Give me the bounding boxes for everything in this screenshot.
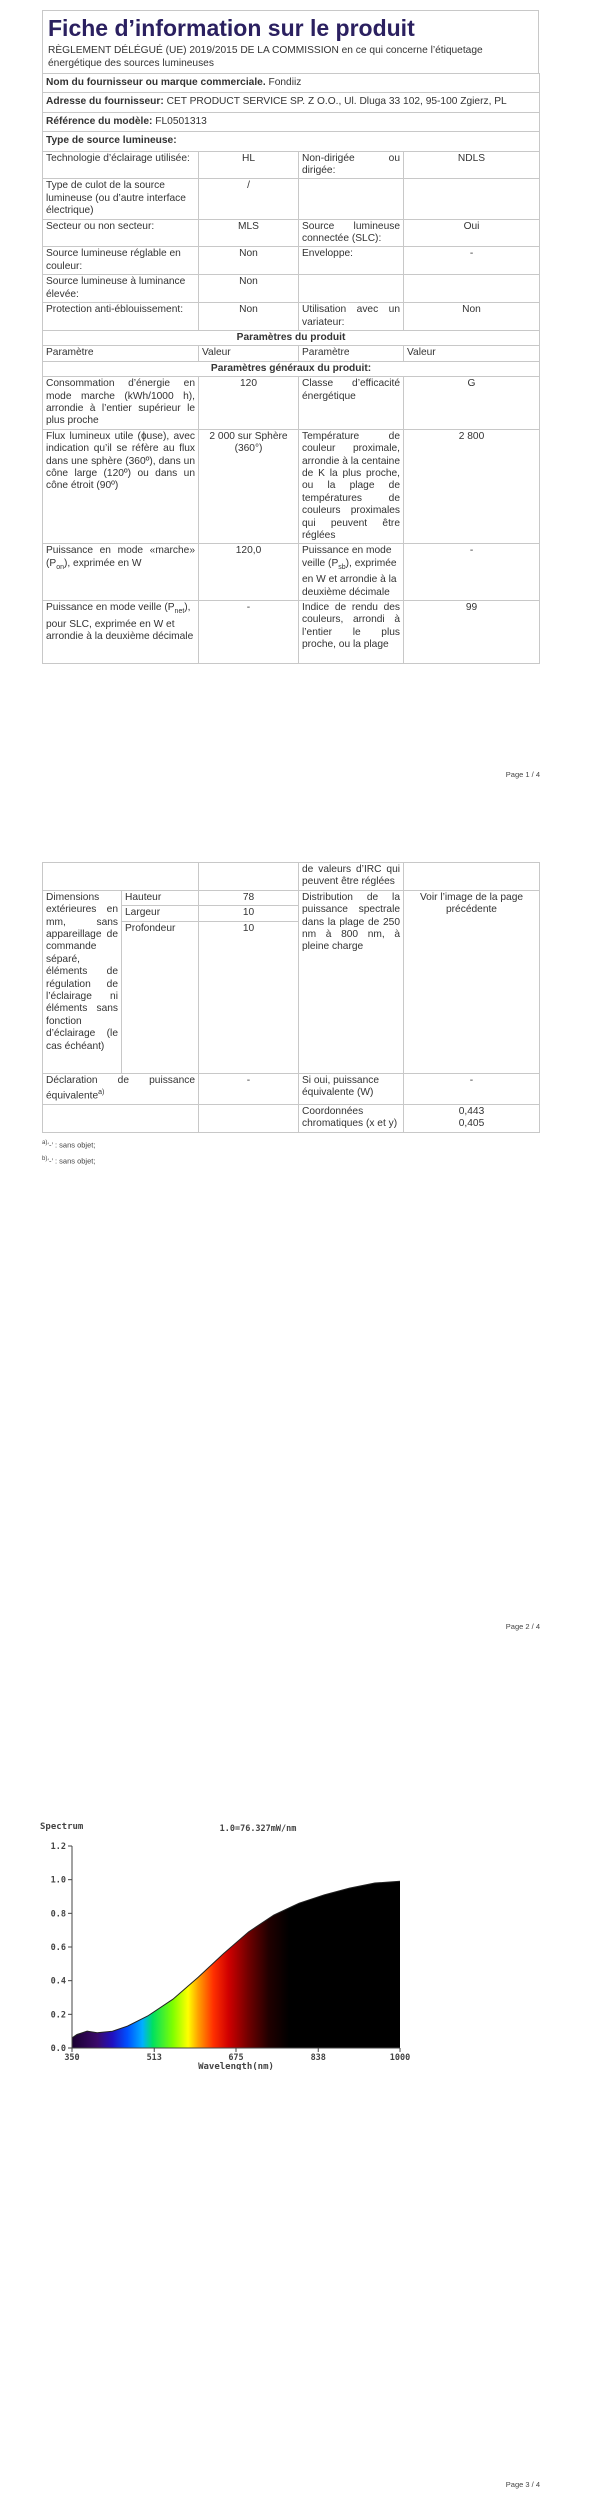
tech-value: HL	[199, 151, 299, 179]
y-tick-label-5: 1.0	[50, 1875, 66, 1886]
dim-label: Dimensions extérieures en mm, sans appareillage de commande séparé, éléments de régulation de l’éclairage ni éléments sans fonction d’éclairage (le cas échéant)	[43, 890, 122, 1073]
col-param-2: Paramètre	[299, 346, 404, 361]
chroma-value	[404, 1104, 540, 1132]
spd-label: Distribution de la puissance spectrale dans la plage de 250 nm à 800 nm, à pleine charge	[299, 890, 404, 1073]
cri-value: 99	[404, 601, 540, 664]
equiv-value: -	[199, 1073, 299, 1104]
equiv-sup: a)	[98, 1089, 105, 1097]
footnote-a-mark: a)	[42, 1139, 48, 1146]
supplier-name-label: Nom du fournisseur ou marque commerciale.	[46, 77, 266, 88]
high-luminance-row	[43, 275, 540, 303]
info-table	[42, 73, 540, 664]
supplier-address-value: CET PRODUCT SERVICE SP. Z O.O., Ul. Dluga 33 102, 95-100 Zgierz, PL	[166, 96, 507, 108]
psb-value: -	[404, 544, 540, 601]
mains-row	[43, 219, 540, 247]
general-title-row	[43, 361, 540, 376]
psb-label-b: ), exprimée en W et arrondie à la deuxième décimale	[302, 557, 397, 598]
spectrum-area	[72, 1846, 400, 2048]
cri-label-cont: de valeurs d’IRC qui peuvent être réglées	[299, 863, 404, 891]
chroma-row	[43, 1104, 540, 1132]
model-ref-label: Référence du modèle:	[46, 115, 153, 127]
page-number: Page 2 / 4	[505, 1622, 540, 1631]
footnotes	[42, 1136, 539, 1169]
psb-label	[299, 544, 404, 601]
pon-label	[43, 544, 199, 601]
footnote-b-text: ‘-’ : sans objet;	[47, 1156, 96, 1166]
product-sheet	[42, 10, 539, 664]
cls-value: Oui	[404, 219, 540, 247]
width-value: 10	[199, 906, 299, 921]
power-on-row	[43, 544, 540, 601]
supplier-address-row	[43, 93, 540, 112]
tech-row	[43, 151, 540, 179]
pnet-label-a: Puissance en mode veille (P	[46, 602, 175, 614]
mains-label: Secteur ou non secteur:	[43, 219, 199, 247]
envelope-label: Enveloppe:	[299, 247, 404, 275]
x-tick-label-4: 1000	[389, 2053, 411, 2063]
flux-row	[43, 429, 540, 544]
flux-label: Flux lumineux utile (ɸuse), avec indication qu’il se réfère au flux dans une sphère (360º), dans un cône large (120º) ou dans un cône étroit (90º)	[43, 429, 199, 544]
footnote-b-mark: b)	[42, 1156, 48, 1163]
equiv-power-value: -	[404, 1073, 540, 1104]
y-tick-label-6: 1.2	[50, 1842, 66, 1852]
page-2	[0, 852, 592, 1652]
product-sheet-cont	[42, 862, 539, 1169]
model-ref-value: FL0501313	[155, 115, 207, 127]
col-value-1: Valeur	[199, 346, 299, 361]
x-tick-label-0: 350	[64, 2053, 80, 2063]
x-axis-label: Wavelength(nm)	[198, 2062, 274, 2070]
flux-value: 2 000 sur Sphère (360°)	[199, 429, 299, 544]
spd-value: Voir l’image de la page précédente	[404, 890, 540, 1073]
footnote-a-text: ‘-’ : sans objet;	[47, 1140, 96, 1150]
nondir-label: Non-dirigée ou dirigée:	[299, 151, 404, 179]
pon-value: 120,0	[199, 544, 299, 601]
page-number: Page 1 / 4	[505, 770, 540, 779]
y-tick-label-4: 0.8	[50, 1909, 66, 1920]
col-value-2: Valeur	[404, 346, 540, 361]
glare-value: Non	[199, 303, 299, 331]
y-tick-label-2: 0.4	[50, 1976, 66, 1987]
pon-label-b: ), exprimée en W	[63, 557, 142, 569]
pnet-label-b: ), pour SLC, exprimée en W et arrondie à la deuxième décimale	[46, 602, 194, 642]
psb-sub: sb	[338, 563, 346, 571]
mains-value: MLS	[199, 219, 299, 247]
cls-label: Source lumineuse connectée (SLC):	[299, 219, 404, 247]
cri-cont-row	[43, 863, 540, 891]
height-row	[43, 890, 540, 905]
tech-label: Technologie d’éclairage utilisée:	[43, 151, 199, 179]
spectrum-chart	[40, 1820, 420, 2070]
cct-label: Température de couleur proximale, arrondie à la centaine de K la plus proche, ou la plage de températures de couleurs proximales qui peuvent être réglées	[299, 429, 404, 544]
nondir-value: NDLS	[404, 151, 540, 179]
hilum-value: Non	[199, 275, 299, 303]
x-tick-label-3: 838	[310, 2053, 326, 2063]
section-title: Paramètres du produit	[43, 330, 540, 345]
eff-class-value: G	[404, 377, 540, 430]
y-axis-label: Spectrum	[40, 1822, 84, 1832]
sheet-header	[42, 10, 539, 73]
cap-value: /	[199, 179, 299, 219]
section-title-row	[43, 330, 540, 345]
info-table-cont	[42, 862, 540, 1133]
glare-label: Protection anti-éblouissement:	[43, 303, 199, 331]
supplier-name-row	[43, 74, 540, 93]
colour-row	[43, 247, 540, 275]
equiv-label-a: Déclaration de puissance équivalente	[46, 1074, 195, 1102]
energy-value: 120	[199, 377, 299, 430]
y-ticks	[51, 1842, 72, 2054]
y-tick-label-1: 0.2	[50, 2010, 66, 2021]
page-1	[0, 0, 592, 790]
pon-label-a: Puissance en mode «marche» (P	[46, 545, 195, 569]
footnote-a	[42, 1136, 539, 1153]
pnet-row	[43, 601, 540, 664]
light-source-type-label: Type de source lumineuse:	[43, 132, 540, 151]
envelope-value: -	[404, 247, 540, 275]
cap-row	[43, 179, 540, 219]
cap-label: Type de culot de la source lumineuse (ou d’autre interface électrique)	[43, 179, 199, 219]
x-tick-label-2: 675	[228, 2053, 244, 2063]
chart-title: 1.0=76.327mW/nm	[219, 1824, 297, 1834]
chroma-y: 0,405	[458, 1118, 485, 1130]
cct-value: 2 800	[404, 429, 540, 544]
page-number: Page 3 / 4	[505, 2480, 540, 2489]
pon-sub: on	[56, 563, 64, 571]
depth-value: 10	[199, 921, 299, 1073]
model-ref-row	[43, 112, 540, 131]
pnet-label	[43, 601, 199, 664]
pnet-value: -	[199, 601, 299, 664]
depth-label: Profondeur	[122, 921, 199, 1073]
column-header-row	[43, 346, 540, 361]
footnote-b	[42, 1152, 539, 1169]
height-value: 78	[199, 890, 299, 905]
pnet-sub: net	[174, 608, 185, 616]
x-ticks	[64, 2048, 410, 2063]
eff-class-label: Classe d’efficacité énergétique	[299, 377, 404, 430]
cri-label: Indice de rendu des couleurs, arrondi à l’entier le plus proche, ou la plage	[299, 601, 404, 664]
general-title: Paramètres généraux du produit:	[43, 361, 540, 376]
equiv-power-label: Si oui, puissance équivalente (W)	[299, 1073, 404, 1104]
dimmer-value: Non	[404, 303, 540, 331]
supplier-address-label: Adresse du fournisseur:	[46, 96, 164, 108]
energy-row	[43, 377, 540, 430]
psb-label-a: Puissance en mode veille (P	[302, 545, 392, 569]
height-label: Hauteur	[122, 890, 199, 905]
equiv-row	[43, 1073, 540, 1104]
x-tick-label-1: 513	[146, 2053, 162, 2063]
glare-row	[43, 303, 540, 331]
hilum-label: Source lumineuse à luminance élevée:	[43, 275, 199, 303]
chroma-x: 0,443	[458, 1105, 485, 1117]
colour-value: Non	[199, 247, 299, 275]
energy-label: Consommation d’énergie en mode marche (kWh/1000 h), arrondie à l’entier supérieur le plus proche	[43, 377, 199, 430]
width-label: Largeur	[122, 906, 199, 921]
y-tick-label-3: 0.6	[50, 1943, 66, 1953]
regulation-text: RÈGLEMENT DÉLÉGUÉ (UE) 2019/2015 DE LA COMMISSION en ce qui concerne l’étiquetage énergétique des sources lumineuses	[48, 45, 483, 69]
supplier-name-value: Fondiiz	[268, 77, 302, 88]
dimmer-label: Utilisation avec un variateur:	[299, 303, 404, 331]
chroma-label: Coordonnées chromatiques (x et y)	[299, 1104, 404, 1132]
light-source-type-row	[43, 132, 540, 151]
equiv-label	[43, 1073, 199, 1104]
y-tick-label-0: 0.0	[50, 2044, 66, 2054]
page-3	[0, 1780, 592, 2510]
page-title: Fiche d’information sur le produit	[48, 15, 415, 41]
col-param-1: Paramètre	[43, 346, 199, 361]
colour-label: Source lumineuse réglable en couleur:	[43, 247, 199, 275]
